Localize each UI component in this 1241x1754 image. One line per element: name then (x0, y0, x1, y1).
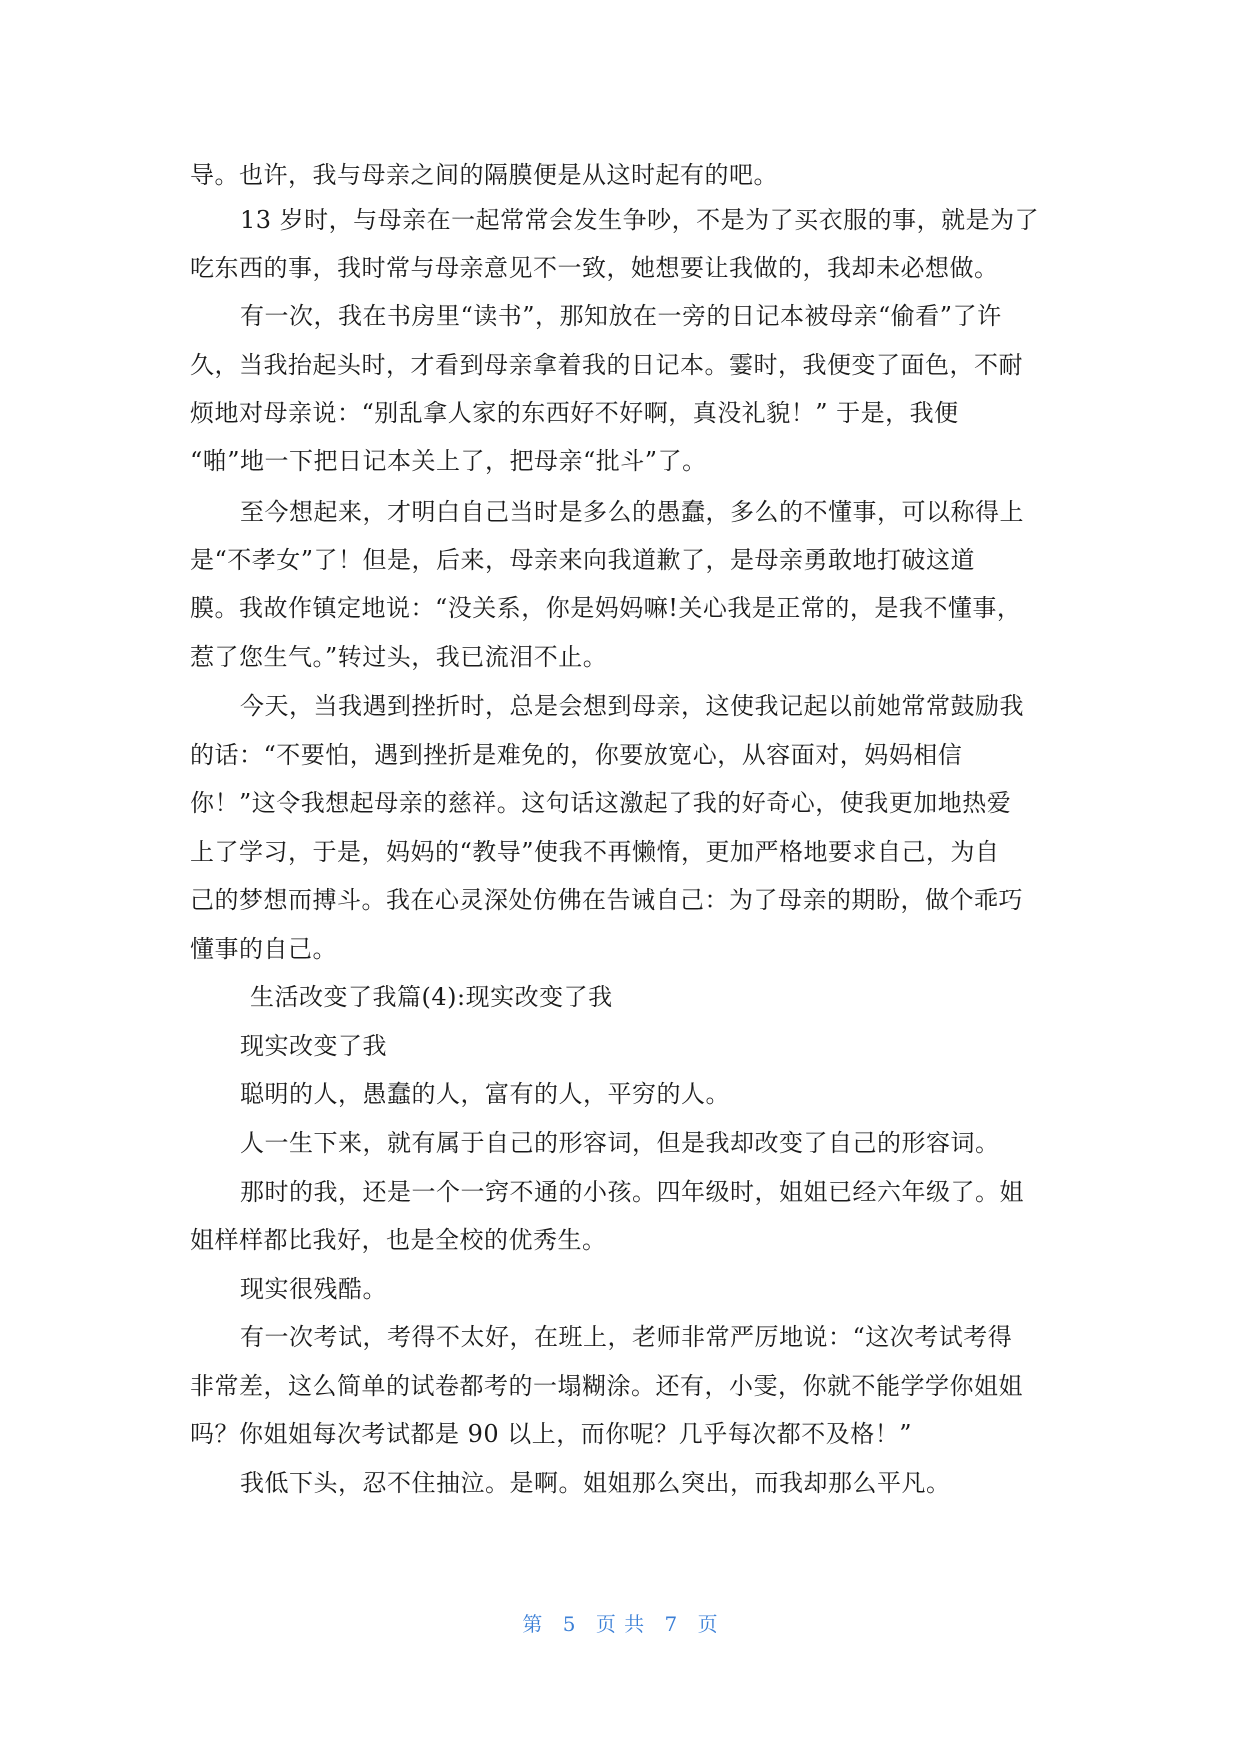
text-line: 是“不孝女”了！但是，后来，母亲来向我道歉了，是母亲勇敢地打破这道 (190, 546, 976, 574)
footer-total-pages: 7 (664, 1612, 679, 1636)
text-line: 13 岁时，与母亲在一起常常会发生争吵，不是为了买衣服的事，就是为了 (240, 206, 1040, 234)
text-line: 烦地对母亲说：“别乱拿人家的东西好不好啊，真没礼貌！” 于是，我便 (190, 399, 959, 427)
text-line: 有一次考试，考得不太好，在班上，老师非常严厉地说：“这次考试考得 (240, 1323, 1013, 1351)
text-line: 的话：“不要怕，遇到挫折是难免的，你要放宽心，从容面对，妈妈相信 (190, 741, 963, 769)
footer-middle: 页 共 (595, 1612, 646, 1636)
footer-suffix: 页 (697, 1612, 719, 1636)
section-heading: 生活改变了我篇(4):现实改变了我 (250, 983, 613, 1011)
page-footer (0, 1608, 1241, 1637)
text-line: 那时的我，还是一个一窍不通的小孩。四年级时，姐姐已经六年级了。姐 (240, 1178, 1024, 1206)
text-line: 久，当我抬起头时，才看到母亲拿着我的日记本。霎时，我便变了面色，不耐 (190, 351, 1023, 379)
text-line: 非常差，这么简单的试卷都考的一塌糊涂。还有，小雯，你就不能学学你姐姐 (190, 1372, 1023, 1400)
text-line: 人一生下来，就有属于自己的形容词，但是我却改变了自己的形容词。 (240, 1129, 1000, 1157)
text-line: 至今想起来，才明白自己当时是多么的愚蠢，多么的不懂事，可以称得上 (240, 498, 1024, 526)
footer-prefix: 第 (522, 1612, 544, 1636)
text-line: 有一次，我在书房里“读书”，那知放在一旁的日记本被母亲“偷看”了许 (240, 302, 1002, 330)
footer-page-number: 5 (562, 1612, 577, 1636)
text-line: 膜。我故作镇定地说：“没关系，你是妈妈嘛!关心我是正常的，是我不懂事， (190, 594, 1022, 622)
text-line: “啪”地一下把日记本关上了，把母亲“批斗”了。 (190, 447, 707, 475)
text-line: 现实改变了我 (240, 1032, 387, 1060)
text-line: 上了学习，于是，妈妈的“教导”使我不再懒惰，更加严格地要求自己，为自 (190, 838, 1000, 866)
text-line: 己的梦想而搏斗。我在心灵深处仿佛在告诫自己：为了母亲的期盼，做个乖巧 (190, 886, 1023, 914)
text-line: 导。也许，我与母亲之间的隔膜便是从这时起有的吧。 (190, 161, 778, 189)
text-line: 今天，当我遇到挫折时，总是会想到母亲，这使我记起以前她常常鼓励我 (240, 692, 1024, 720)
text-line: 吃东西的事，我时常与母亲意见不一致，她想要让我做的，我却未必想做。 (190, 254, 999, 282)
text-line: 聪明的人，愚蠢的人，富有的人，平穷的人。 (240, 1080, 730, 1108)
text-line: 现实很残酷。 (240, 1275, 387, 1303)
text-line: 我低下头，忍不住抽泣。是啊。姐姐那么突出，而我却那么平凡。 (240, 1469, 951, 1497)
text-line: 懂事的自己。 (190, 935, 337, 963)
text-line: 惹了您生气。”转过头，我已流泪不止。 (190, 643, 608, 671)
text-line: 你！”这令我想起母亲的慈祥。这句话这激起了我的好奇心，使我更加地热爱 (190, 789, 1012, 817)
text-line: 吗？你姐姐每次考试都是 90 以上，而你呢？几乎每次都不及格！” (190, 1420, 913, 1448)
text-line: 姐样样都比我好，也是全校的优秀生。 (190, 1226, 607, 1254)
